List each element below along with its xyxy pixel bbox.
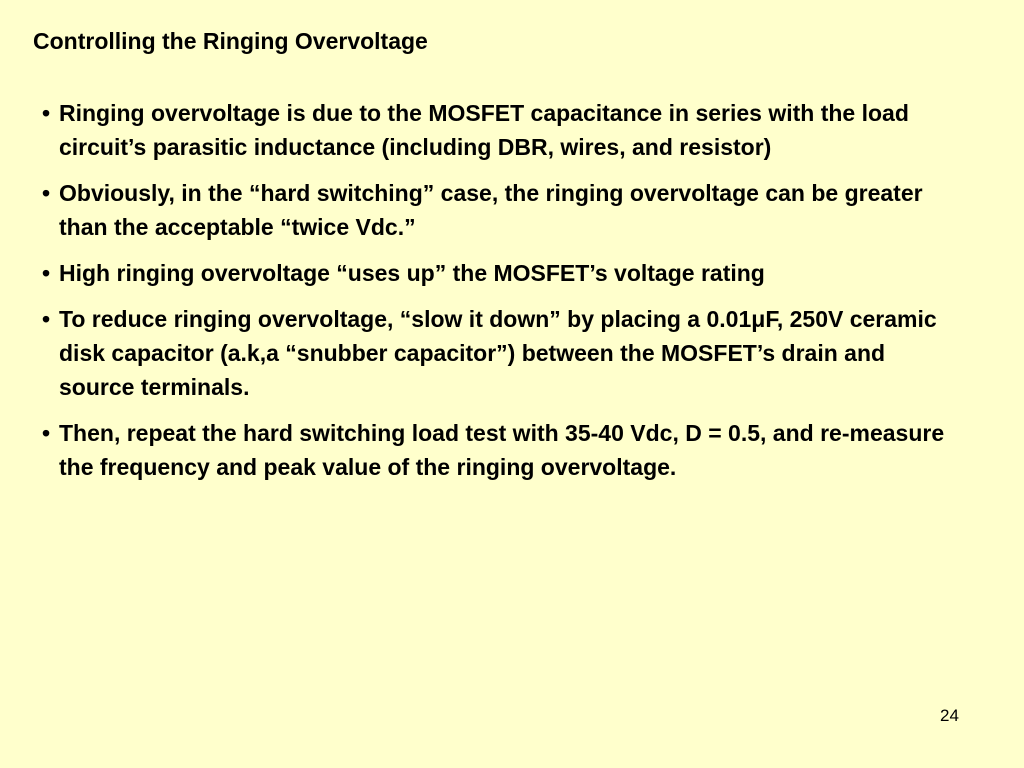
bullet-marker: • (42, 180, 51, 206)
bullet-marker: • (42, 420, 51, 446)
page-number: 24 (940, 706, 959, 725)
bullet-item (42, 96, 962, 164)
bullet-text: To reduce ringing overvoltage, “slow it down” by placing a 0.01μF, 250V ceramic disk capacitor (a.k,a “snubber capacitor”) between the MOSFET’s drain and source terminals. (59, 306, 937, 400)
bullet-text: Then, repeat the hard switching load test with 35-40 Vdc, D = 0.5, and re-measure the frequency and peak value of the ringing overvoltage. (59, 420, 945, 480)
bullet-item (42, 176, 962, 244)
bullet-item (42, 416, 962, 484)
bullet-marker: • (42, 100, 51, 126)
bullet-list (42, 96, 962, 496)
bullet-text: Ringing overvoltage is due to the MOSFET capacitance in series with the load circuit’s parasitic inductance (including DBR, wires, and resistor) (59, 100, 909, 160)
bullet-marker: • (42, 260, 51, 286)
bullet-text: High ringing overvoltage “uses up” the MOSFET’s voltage rating (59, 260, 765, 286)
slide-title: Controlling the Ringing Overvoltage (33, 28, 428, 54)
bullet-text: Obviously, in the “hard switching” case, the ringing overvoltage can be greater than the acceptable “twice Vdc.” (59, 180, 923, 240)
bullet-marker: • (42, 306, 51, 332)
bullet-item (42, 256, 962, 290)
bullet-item (42, 302, 962, 404)
